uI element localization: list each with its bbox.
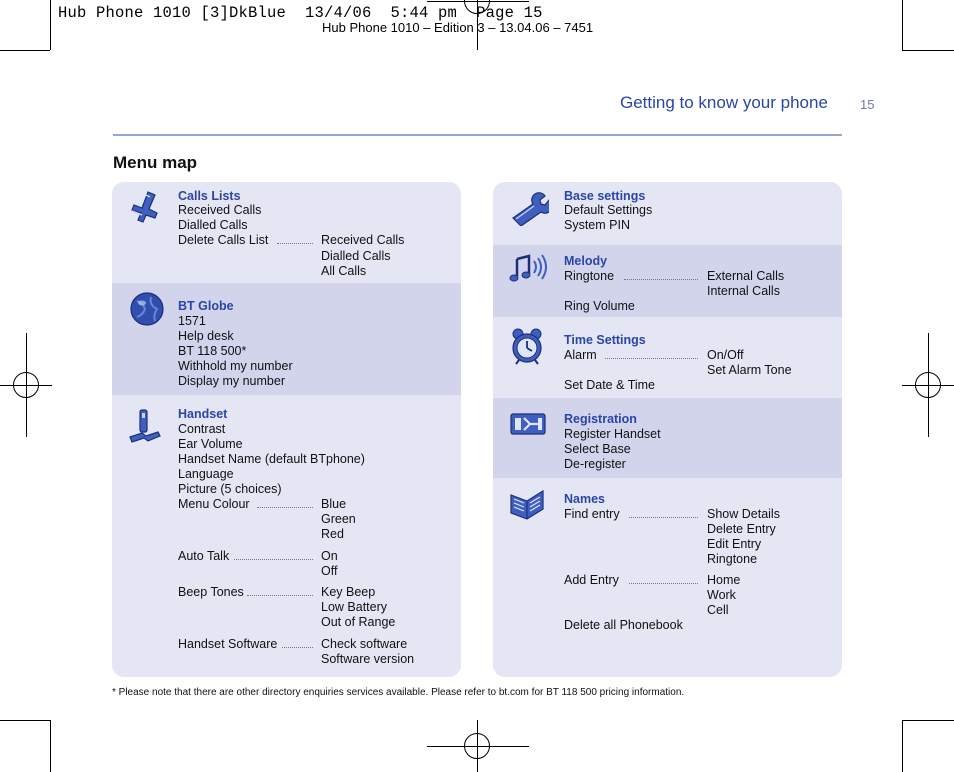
submenu-item: Dialled Calls: [321, 249, 391, 263]
submenu-item: External Calls: [707, 269, 785, 283]
menu-item: Delete all Phonebook: [564, 618, 683, 632]
menu-item: Default Settings: [564, 203, 653, 217]
leader-dots: [629, 583, 698, 584]
leader-dots: [624, 279, 698, 280]
submenu-item: Edit Entry: [707, 537, 762, 551]
section-title: Handset: [178, 407, 228, 421]
menu-item: Set Date & Time: [564, 378, 656, 392]
menu-item: Select Base: [564, 442, 631, 456]
melody-icon: [509, 251, 547, 289]
menu-item: Handset Name (default BTphone): [178, 452, 365, 466]
section-time-settings: [493, 317, 842, 398]
submenu-item: On: [321, 549, 338, 563]
menu-panel-right: [493, 182, 842, 677]
menu-item: Handset Software: [178, 637, 278, 651]
page-header-title: Getting to know your phone: [620, 93, 828, 112]
crop-mark: [902, 0, 903, 50]
section-melody: [493, 245, 842, 317]
header-rule: [113, 134, 842, 136]
submenu-item: Ringtone: [707, 552, 758, 566]
section-title: Names: [564, 492, 605, 506]
page-number: 15: [860, 97, 875, 112]
leader-dots: [234, 559, 313, 560]
leader-dots: [257, 507, 313, 508]
menu-item: Withhold my number: [178, 359, 293, 373]
submenu-item: Low Battery: [321, 600, 388, 614]
submenu-item: All Calls: [321, 264, 367, 278]
section-heading: Menu map: [113, 153, 198, 172]
submenu-item: Software version: [321, 652, 415, 666]
submenu-item: Key Beep: [321, 585, 376, 599]
menu-item: Contrast: [178, 422, 226, 436]
section-title: Melody: [564, 254, 608, 268]
submenu-item: Internal Calls: [707, 284, 780, 298]
crop-mark: [902, 720, 954, 721]
menu-item: Delete Calls List: [178, 233, 269, 247]
leader-dots: [277, 243, 313, 244]
menu-item: Add Entry: [564, 573, 619, 587]
menu-item: System PIN: [564, 218, 630, 232]
menu-item: Language: [178, 467, 234, 481]
submenu-item: Set Alarm Tone: [707, 363, 792, 377]
submenu-item: Green: [321, 512, 356, 526]
menu-item: 1571: [178, 314, 206, 328]
section-calls-lists: [112, 182, 461, 283]
footnote: * Please note that there are other directory enquiries services available. Please refer to bt.com for BT 118 500 pricing information.: [112, 687, 685, 698]
leader-dots: [605, 358, 698, 359]
menu-item: Auto Talk: [178, 549, 230, 563]
crop-mark: [0, 720, 50, 721]
wrench-icon: [511, 188, 549, 226]
phonebook-icon: [509, 485, 547, 523]
menu-panel-left: [112, 182, 461, 677]
submenu-item: Work: [707, 588, 736, 602]
submenu-item: On/Off: [707, 348, 744, 362]
alarm-clock-icon: [509, 328, 547, 366]
menu-item: Menu Colour: [178, 497, 250, 511]
calls-list-icon: [126, 189, 164, 227]
crop-mark: [50, 0, 51, 50]
menu-item: Find entry: [564, 507, 620, 521]
menu-item: De-register: [564, 457, 626, 471]
menu-item: Dialled Calls: [178, 218, 248, 232]
menu-item: Ringtone: [564, 269, 615, 283]
menu-item: BT 118 500*: [178, 344, 247, 358]
menu-item: Beep Tones: [178, 585, 244, 599]
leader-dots: [247, 595, 313, 596]
registration-mark-left: [0, 333, 52, 437]
registration-mark-right: [902, 333, 954, 437]
submenu-item: Out of Range: [321, 615, 396, 629]
menu-item: Help desk: [178, 329, 234, 343]
crop-mark: [902, 720, 903, 772]
submenu-item: Blue: [321, 497, 347, 511]
submenu-item: Cell: [707, 603, 729, 617]
globe-icon: [129, 291, 167, 329]
registration-mark-bottom: [427, 720, 529, 772]
leader-dots: [629, 517, 698, 518]
submenu-item: Received Calls: [321, 233, 405, 247]
crop-mark: [0, 50, 50, 51]
menu-item: Picture (5 choices): [178, 482, 282, 496]
submenu-item: Home: [707, 573, 741, 587]
section-handset: [112, 395, 461, 677]
section-names: [493, 478, 842, 677]
menu-item: Display my number: [178, 374, 285, 388]
menu-item: Alarm: [564, 348, 597, 362]
registration-icon: [509, 406, 547, 444]
section-base-settings: [493, 182, 842, 245]
menu-item: Ear Volume: [178, 437, 243, 451]
section-bt-globe: [112, 283, 461, 395]
print-slug: Hub Phone 1010 [3]DkBlue 13/4/06 5:44 pm Page 15: [58, 4, 543, 22]
submenu-item: Red: [321, 527, 344, 541]
section-title: Registration: [564, 412, 637, 426]
submenu-item: Delete Entry: [707, 522, 776, 536]
menu-item: Ring Volume: [564, 299, 635, 313]
print-slug-edition: Hub Phone 1010 – Edition 3 – 13.04.06 – 7451: [322, 20, 594, 35]
menu-item: Register Handset: [564, 427, 661, 441]
section-title: BT Globe: [178, 299, 234, 313]
section-registration: [493, 398, 842, 478]
menu-item: Received Calls: [178, 203, 262, 217]
crop-mark: [50, 720, 51, 772]
section-title: Time Settings: [564, 333, 646, 347]
section-title: Calls Lists: [178, 189, 241, 203]
handset-icon: [126, 409, 164, 447]
submenu-item: Off: [321, 564, 338, 578]
section-title: Base settings: [564, 189, 646, 203]
submenu-item: Show Details: [707, 507, 780, 521]
crop-mark: [902, 50, 954, 51]
submenu-item: Check software: [321, 637, 408, 651]
leader-dots: [282, 647, 313, 648]
